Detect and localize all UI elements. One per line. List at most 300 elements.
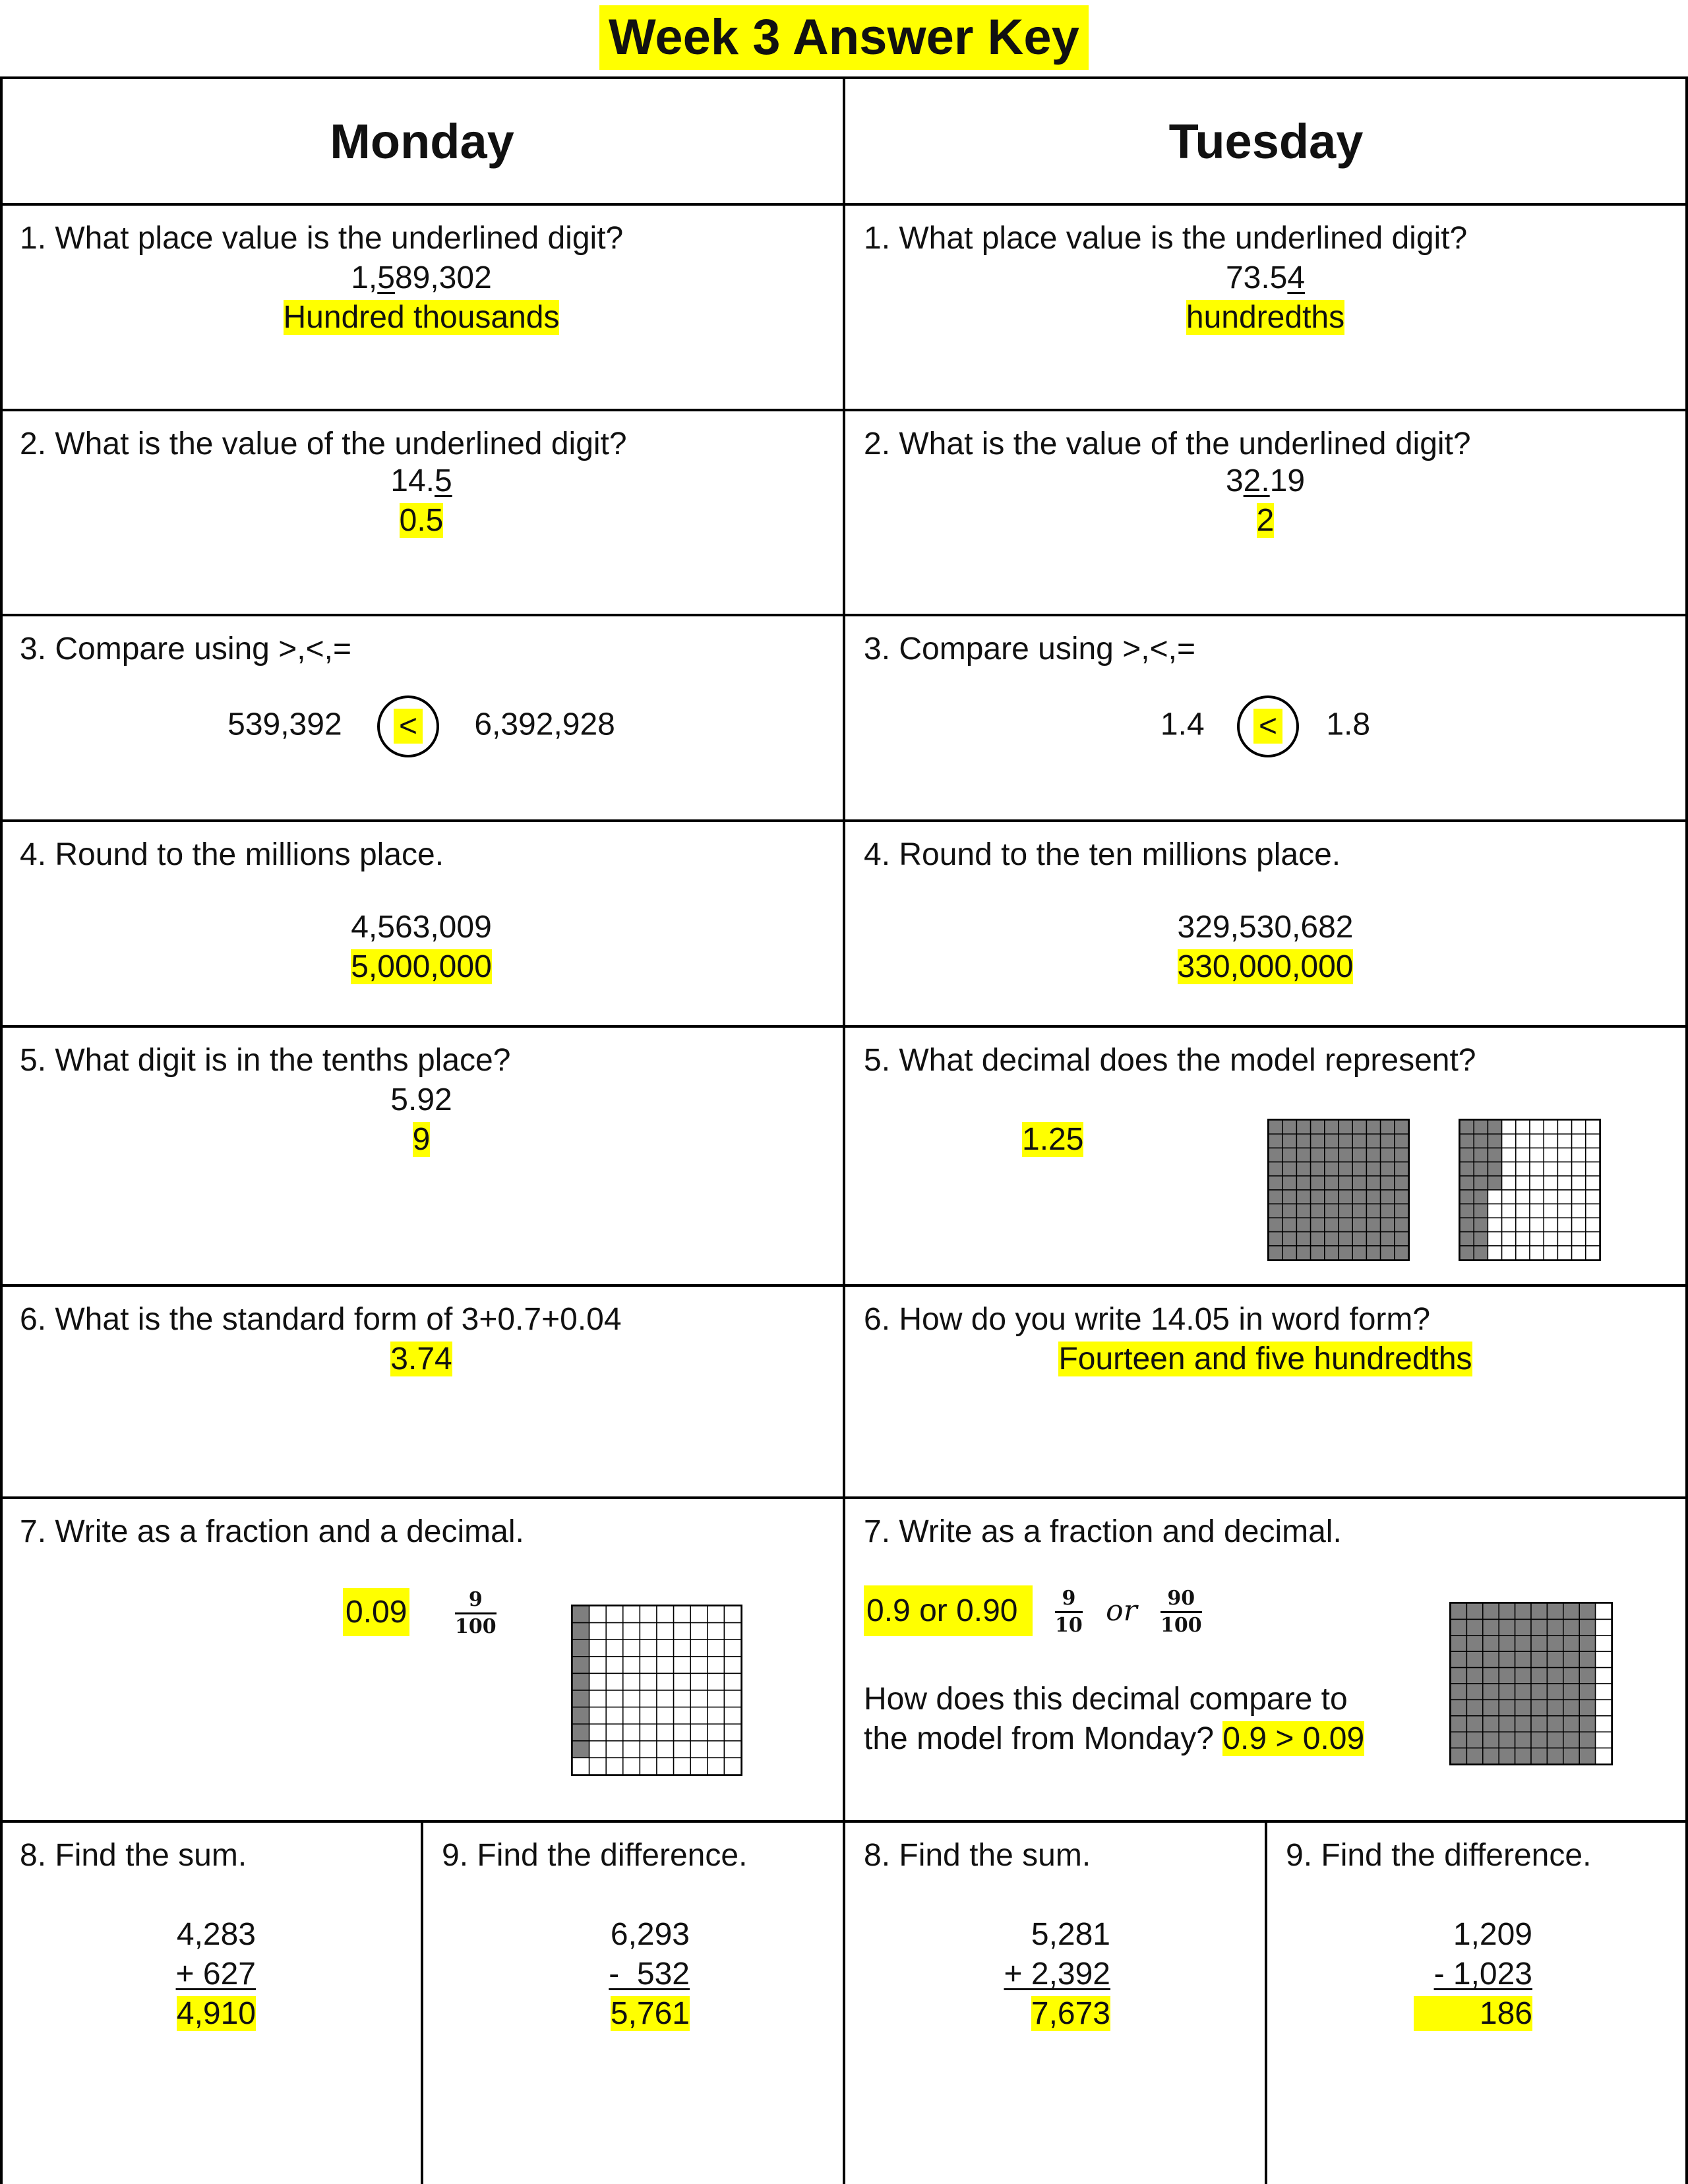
answer-circle: < (377, 695, 439, 757)
grid-square-shaded (1339, 1232, 1352, 1246)
grid-square-shaded (1311, 1218, 1325, 1231)
grid-square-shaded (572, 1724, 589, 1741)
grid-square (724, 1690, 741, 1707)
grid-square-shaded (1466, 1636, 1482, 1651)
grid-square-shaded (1339, 1190, 1352, 1204)
grid-square (657, 1690, 674, 1707)
answer: Hundred thousands (283, 300, 560, 335)
underlined-digit: 2. (1243, 463, 1270, 498)
monday-q2 (0, 411, 843, 614)
grid-square (674, 1690, 691, 1707)
grid-square (657, 1673, 674, 1690)
grid-square (589, 1657, 607, 1674)
grid-square (1502, 1218, 1516, 1231)
answer: 0.9 > 0.09 (1222, 1721, 1365, 1756)
grid-square (640, 1707, 657, 1725)
grid-square (724, 1623, 741, 1640)
grid-square-shaded (572, 1657, 589, 1674)
grid-square (1502, 1176, 1516, 1190)
grid-square-shaded (1311, 1246, 1325, 1260)
grid-square (1572, 1232, 1586, 1246)
grid-square-shaded (1531, 1684, 1547, 1699)
grid-square (1586, 1120, 1600, 1134)
grid-square (1596, 1651, 1612, 1667)
grid-square (623, 1707, 640, 1725)
grid-square-shaded (1325, 1246, 1339, 1260)
grid-square-shaded (572, 1741, 589, 1758)
question-prompt: 2. What is the value of the underlined digit? (864, 427, 1471, 461)
grid-square (708, 1690, 725, 1707)
grid-square (1557, 1120, 1571, 1134)
question-prompt: 7. Write as a fraction and decimal. (864, 1514, 1342, 1549)
tuesday-q3 (845, 616, 1685, 819)
grid-square (1596, 1732, 1612, 1748)
grid-square (640, 1606, 657, 1623)
grid-square (589, 1724, 607, 1741)
grid-square-shaded (1499, 1619, 1515, 1635)
grid-square (1488, 1218, 1501, 1231)
grid-square-shaded (1381, 1148, 1395, 1162)
grid-square (690, 1639, 708, 1657)
grid-square-shaded (1460, 1134, 1474, 1148)
grid-square-shaded (1483, 1619, 1499, 1635)
grid-square-shaded (1296, 1134, 1310, 1148)
grid-square-shaded (1483, 1668, 1499, 1684)
grid-square-shaded (1474, 1190, 1488, 1204)
question-prompt: 4. Round to the millions place. (20, 837, 444, 872)
grid-square-shaded (1269, 1218, 1282, 1231)
answer: 330,000,000 (1177, 949, 1354, 984)
grid-square (1488, 1204, 1501, 1218)
grid-square (1516, 1120, 1530, 1134)
grid-square (1572, 1190, 1586, 1204)
grid-square (1516, 1148, 1530, 1162)
grid-square-shaded (1352, 1176, 1366, 1190)
question-prompt: 3. Compare using >,<,= (864, 632, 1195, 666)
grid-square (657, 1606, 674, 1623)
grid-square-shaded (1474, 1232, 1488, 1246)
grid-square (1544, 1162, 1557, 1176)
grid-square-shaded (1515, 1716, 1531, 1732)
answer: 5,761 (610, 1996, 690, 2031)
grid-square (1572, 1134, 1586, 1148)
grid-square-shaded (1395, 1148, 1408, 1162)
grid-square (1502, 1190, 1516, 1204)
grid-square-shaded (1460, 1162, 1474, 1176)
grid-square (708, 1673, 725, 1690)
subtraction-problem: 1,209 - 1,023 186 (1414, 1915, 1532, 2034)
grid-square-shaded (1460, 1218, 1474, 1231)
answer: 9 (412, 1122, 431, 1157)
grid-square (1530, 1190, 1544, 1204)
grid-square (674, 1606, 691, 1623)
grid-square (724, 1673, 741, 1690)
grid-square (640, 1623, 657, 1640)
grid-square-shaded (1325, 1176, 1339, 1190)
grid-square-shaded (1563, 1651, 1579, 1667)
grid-square-shaded (1499, 1699, 1515, 1715)
grid-square-shaded (1547, 1668, 1563, 1684)
grid-square (1586, 1148, 1600, 1162)
grid-square-shaded (1531, 1651, 1547, 1667)
grid-square-shaded (1466, 1651, 1482, 1667)
grid-square (1530, 1134, 1544, 1148)
grid-square-shaded (1352, 1204, 1366, 1218)
grid-square-shaded (1381, 1218, 1395, 1231)
grid-square-shaded (1311, 1134, 1325, 1148)
grid-square (1530, 1246, 1544, 1260)
grid-square-shaded (1269, 1148, 1282, 1162)
grid-square (1544, 1120, 1557, 1134)
grid-square-shaded (1296, 1162, 1310, 1176)
grid-square (724, 1741, 741, 1758)
grid-square (724, 1724, 741, 1741)
grid-square-shaded (1499, 1668, 1515, 1684)
grid-square-shaded (1395, 1134, 1408, 1148)
grid-square-shaded (1325, 1232, 1339, 1246)
grid-square-shaded (1579, 1636, 1595, 1651)
grid-square-shaded (1563, 1684, 1579, 1699)
grid-square-shaded (1381, 1232, 1395, 1246)
grid-square-shaded (1269, 1246, 1282, 1260)
grid-square-shaded (1325, 1148, 1339, 1162)
grid-square-shaded (572, 1690, 589, 1707)
grid-square (724, 1757, 741, 1775)
addition-problem: 5,281 + 2,392 7,673 (1004, 1917, 1110, 2031)
grid-square (623, 1657, 640, 1674)
grid-square (1502, 1204, 1516, 1218)
grid-square (1544, 1232, 1557, 1246)
grid-square (1586, 1246, 1600, 1260)
question-prompt: 4. Round to the ten millions place. (864, 837, 1341, 872)
grid-square-shaded (1366, 1162, 1380, 1176)
grid-square-shaded (1547, 1603, 1563, 1619)
grid-square-shaded (1547, 1716, 1563, 1732)
grid-square (690, 1724, 708, 1741)
grid-square-shaded (1395, 1176, 1408, 1190)
grid-square-shaded (1352, 1120, 1366, 1134)
grid-square-shaded (1339, 1218, 1352, 1231)
grid-square-shaded (1395, 1218, 1408, 1231)
grid-square (1544, 1148, 1557, 1162)
grid-square (1596, 1636, 1612, 1651)
grid-square (724, 1639, 741, 1657)
grid-square-shaded (1488, 1162, 1501, 1176)
grid-square-shaded (1474, 1162, 1488, 1176)
answer-circle: < (1237, 695, 1299, 757)
question-number: 32.19 (1225, 463, 1306, 498)
grid-square (1530, 1162, 1544, 1176)
question-prompt: 9. Find the difference. (1286, 1838, 1592, 1873)
grid-square-shaded (1483, 1651, 1499, 1667)
grid-square (708, 1657, 725, 1674)
grid-square-shaded (1474, 1134, 1488, 1148)
grid-square-shaded (1296, 1120, 1310, 1134)
grid-square (1544, 1134, 1557, 1148)
grid-square (1516, 1134, 1530, 1148)
grid-square (690, 1673, 708, 1690)
grid-square (606, 1657, 623, 1674)
grid-square (1572, 1218, 1586, 1231)
answer: 0.5 (399, 503, 444, 538)
grid-square-shaded (1325, 1190, 1339, 1204)
answer: 0.09 (343, 1593, 409, 1632)
grid-square-shaded (1466, 1668, 1482, 1684)
grid-square-shaded (1269, 1176, 1282, 1190)
grid-square (623, 1623, 640, 1640)
question-number: 1,589,302 (351, 260, 492, 295)
grid-square-shaded (1460, 1246, 1474, 1260)
grid-square-shaded (1395, 1162, 1408, 1176)
grid-square (1572, 1246, 1586, 1260)
underlined-digit: 4 (1287, 260, 1306, 295)
answer: 0.9 or 0.90 (864, 1591, 1033, 1631)
question-prompt: 1. What place value is the underlined digit? (864, 221, 1468, 256)
grid-square-shaded (1460, 1190, 1474, 1204)
grid-square-shaded (1366, 1218, 1380, 1231)
grid-square-shaded (1352, 1162, 1366, 1176)
grid-square (1544, 1176, 1557, 1190)
grid-square (1544, 1218, 1557, 1231)
grid-square-shaded (1474, 1246, 1488, 1260)
grid-square-shaded (1547, 1748, 1563, 1764)
grid-square-shaded (1451, 1699, 1466, 1715)
grid-square (674, 1623, 691, 1640)
grid-square (1596, 1668, 1612, 1684)
grid-square-shaded (1296, 1204, 1310, 1218)
grid-square-shaded (1563, 1748, 1579, 1764)
grid-square-shaded (1460, 1232, 1474, 1246)
grid-square-shaded (1499, 1651, 1515, 1667)
grid-square-shaded (1499, 1732, 1515, 1748)
hundred-grid-model-part (1459, 1119, 1601, 1261)
grid-square-shaded (1269, 1204, 1282, 1218)
question-prompt: 5. What decimal does the model represent? (864, 1043, 1476, 1078)
grid-square-shaded (1296, 1218, 1310, 1231)
grid-square-shaded (1381, 1134, 1395, 1148)
grid-square-shaded (1339, 1120, 1352, 1134)
grid-square-shaded (1352, 1232, 1366, 1246)
grid-square (1596, 1619, 1612, 1635)
tuesday-q4 (845, 822, 1685, 1025)
grid-square-shaded (1466, 1748, 1482, 1764)
grid-square-shaded (1499, 1716, 1515, 1732)
grid-square-shaded (1579, 1619, 1595, 1635)
grid-square-shaded (1282, 1232, 1296, 1246)
grid-square (1516, 1246, 1530, 1260)
grid-square (1530, 1204, 1544, 1218)
grid-square (1557, 1204, 1571, 1218)
grid-square-shaded (1296, 1190, 1310, 1204)
question-prompt: 7. Write as a fraction and a decimal. (20, 1514, 524, 1549)
question-prompt: 6. How do you write 14.05 in word form? (864, 1302, 1431, 1337)
grid-square-shaded (572, 1639, 589, 1657)
grid-square (690, 1623, 708, 1640)
grid-square-shaded (1483, 1748, 1499, 1764)
answer: 4,910 (176, 1996, 256, 2031)
grid-square (1530, 1120, 1544, 1134)
grid-square-shaded (1488, 1120, 1501, 1134)
grid-square (1557, 1246, 1571, 1260)
monday-q1 (0, 206, 843, 409)
grid-square-shaded (1381, 1204, 1395, 1218)
tuesday-q7 (845, 1499, 1685, 1820)
grid-square-shaded (1531, 1668, 1547, 1684)
grid-square-shaded (1460, 1120, 1474, 1134)
monday-q4 (0, 822, 843, 1025)
grid-square-shaded (1547, 1699, 1563, 1715)
grid-square-shaded (1339, 1176, 1352, 1190)
grid-square-shaded (1282, 1134, 1296, 1148)
grid-square-shaded (1282, 1162, 1296, 1176)
grid-square-shaded (1483, 1732, 1499, 1748)
tuesday-q1 (845, 206, 1685, 409)
question-number: 73.54 (1225, 260, 1306, 295)
question-prompt: 2. What is the value of the underlined digit? (20, 427, 627, 461)
grid-square (623, 1724, 640, 1741)
grid-square-shaded (1483, 1603, 1499, 1619)
grid-square-shaded (1579, 1651, 1595, 1667)
grid-square (690, 1757, 708, 1775)
grid-square-shaded (1352, 1218, 1366, 1231)
grid-square-shaded (572, 1623, 589, 1640)
grid-square (623, 1741, 640, 1758)
hundred-grid-model (1449, 1602, 1613, 1765)
grid-square-shaded (1466, 1716, 1482, 1732)
question-prompt: 8. Find the sum. (20, 1838, 247, 1873)
grid-square (690, 1657, 708, 1674)
grid-square-shaded (1325, 1218, 1339, 1231)
grid-square (1530, 1232, 1544, 1246)
grid-square (623, 1639, 640, 1657)
grid-square-shaded (1547, 1684, 1563, 1699)
grid-square (572, 1757, 589, 1775)
grid-square-shaded (1460, 1204, 1474, 1218)
grid-square (1544, 1204, 1557, 1218)
grid-square (1530, 1148, 1544, 1162)
grid-square-shaded (1547, 1732, 1563, 1748)
grid-square-shaded (1311, 1148, 1325, 1162)
grid-square-shaded (1296, 1176, 1310, 1190)
grid-square-shaded (1366, 1190, 1380, 1204)
grid-square (623, 1606, 640, 1623)
grid-square-shaded (1531, 1732, 1547, 1748)
grid-square (690, 1606, 708, 1623)
grid-square-shaded (1499, 1748, 1515, 1764)
grid-square-shaded (1451, 1716, 1466, 1732)
question-number: 5.92 (390, 1082, 452, 1117)
underlined-digit: 5 (377, 260, 395, 295)
answer: 1.25 (1022, 1122, 1084, 1157)
grid-square (1557, 1190, 1571, 1204)
grid-square-shaded (1311, 1176, 1325, 1190)
grid-square-shaded (1515, 1699, 1531, 1715)
grid-square (690, 1741, 708, 1758)
grid-square-shaded (1381, 1162, 1395, 1176)
grid-square-shaded (1531, 1619, 1547, 1635)
grid-square (708, 1741, 725, 1758)
grid-square (1572, 1120, 1586, 1134)
grid-square-shaded (1296, 1148, 1310, 1162)
grid-square-shaded (1563, 1603, 1579, 1619)
grid-square (657, 1724, 674, 1741)
grid-square-shaded (1579, 1684, 1595, 1699)
grid-square (1572, 1176, 1586, 1190)
grid-square-shaded (1395, 1120, 1408, 1134)
monday-q7 (0, 1499, 843, 1820)
grid-square-shaded (1579, 1668, 1595, 1684)
grid-square-shaded (1381, 1190, 1395, 1204)
grid-square-shaded (1269, 1120, 1282, 1134)
fraction-answers: $\frac{9}{10}$ or $\frac{90}{100}$ (1055, 1587, 1202, 1637)
grid-square (589, 1639, 607, 1657)
grid-square-shaded (1488, 1176, 1501, 1190)
grid-square-shaded (1366, 1148, 1380, 1162)
comparison: 539,392 < 6,392,928 (0, 695, 843, 757)
grid-square-shaded (1483, 1699, 1499, 1715)
grid-square-shaded (1311, 1162, 1325, 1176)
underlined-digit: 5 (435, 463, 452, 498)
grid-square-shaded (1339, 1204, 1352, 1218)
grid-square (657, 1639, 674, 1657)
grid-square (1596, 1684, 1612, 1699)
answer: 3.74 (390, 1342, 452, 1376)
grid-square (623, 1673, 640, 1690)
grid-square-shaded (1282, 1120, 1296, 1134)
grid-square (657, 1741, 674, 1758)
grid-square (1502, 1162, 1516, 1176)
question-prompt: 8. Find the sum. (864, 1838, 1091, 1873)
grid-square (1530, 1218, 1544, 1231)
question-prompt: 9. Find the difference. (442, 1838, 748, 1873)
grid-square-shaded (1339, 1162, 1352, 1176)
grid-square-shaded (1311, 1120, 1325, 1134)
hundred-grid-model (571, 1605, 742, 1776)
grid-square-shaded (1366, 1246, 1380, 1260)
grid-square-shaded (1466, 1684, 1482, 1699)
grid-square-shaded (1282, 1190, 1296, 1204)
grid-square (1586, 1190, 1600, 1204)
grid-square-shaded (1474, 1148, 1488, 1162)
grid-square (724, 1657, 741, 1674)
grid-square (708, 1623, 725, 1640)
grid-square-shaded (1325, 1120, 1339, 1134)
grid-square-shaded (1563, 1716, 1579, 1732)
grid-square (1502, 1232, 1516, 1246)
grid-square (606, 1606, 623, 1623)
grid-square-shaded (1352, 1134, 1366, 1148)
grid-square-shaded (1466, 1603, 1482, 1619)
grid-square-shaded (1531, 1603, 1547, 1619)
question-number: 329,530,682 (1177, 910, 1354, 945)
grid-square (1502, 1246, 1516, 1260)
tuesday-q2 (845, 411, 1685, 614)
grid-square-shaded (572, 1673, 589, 1690)
answer: hundredths (1186, 300, 1345, 335)
grid-square-shaded (1339, 1134, 1352, 1148)
grid-square-shaded (1352, 1148, 1366, 1162)
grid-square (1502, 1134, 1516, 1148)
grid-square-shaded (1269, 1134, 1282, 1148)
comparison: 1.4 < 1.8 (845, 695, 1685, 757)
grid-square-shaded (1579, 1603, 1595, 1619)
grid-square-shaded (1366, 1204, 1380, 1218)
grid-square (1516, 1162, 1530, 1176)
grid-square (1586, 1162, 1600, 1176)
grid-square-shaded (1460, 1176, 1474, 1190)
grid-square-shaded (1451, 1732, 1466, 1748)
grid-square-shaded (1466, 1699, 1482, 1715)
